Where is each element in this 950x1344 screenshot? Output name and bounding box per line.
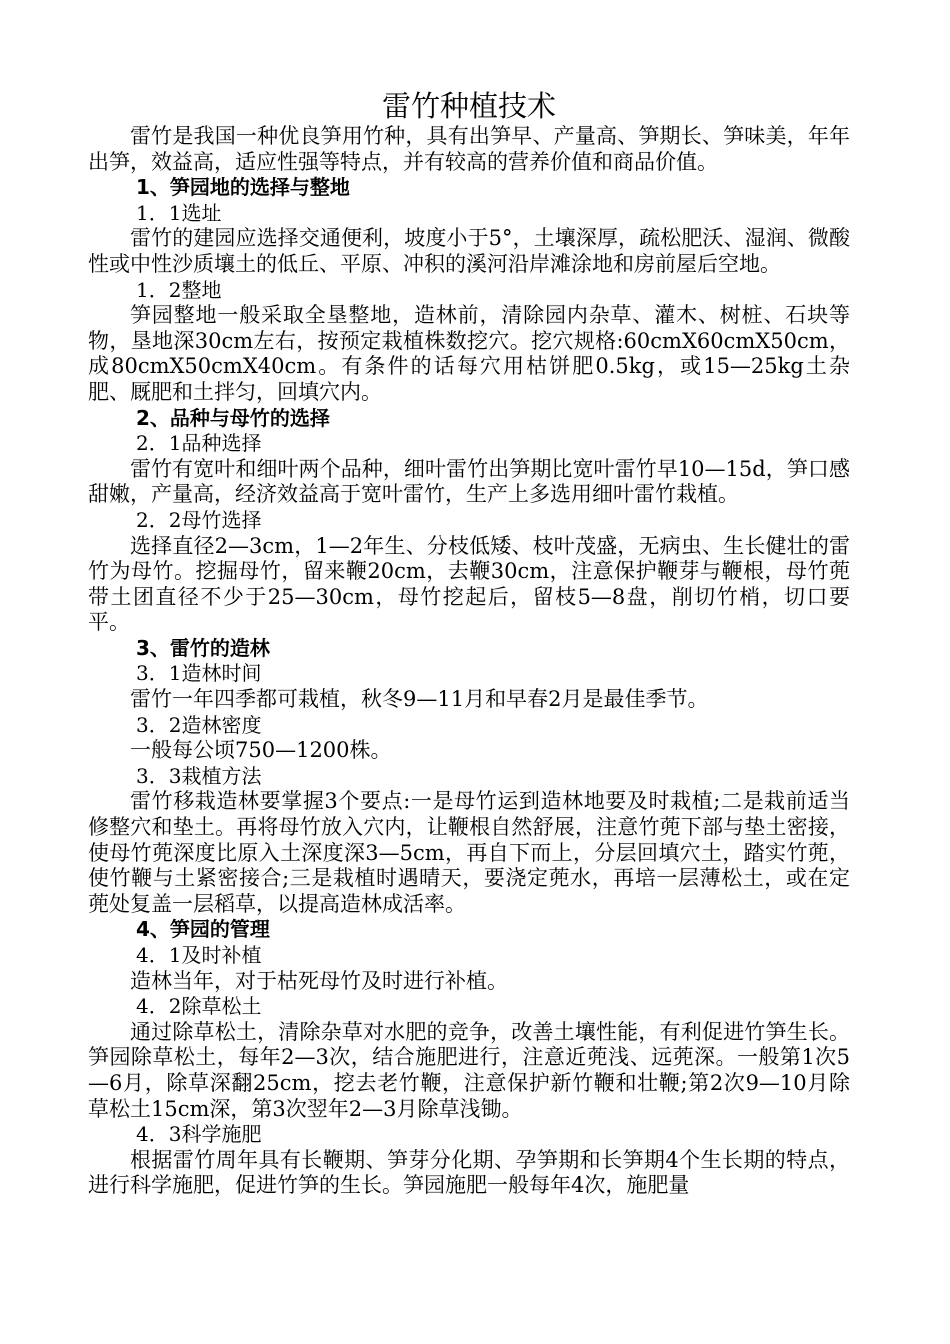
subsection-text: 雷竹一年四季都可栽植，秋冬9—11月和早春2月是最佳季节。 (130, 687, 709, 712)
subsection-text: 雷竹有宽叶和细叶两个品种，细叶雷竹出笋期比宽叶雷竹早10—15d，笋口感甜嫩，产量高，经济效益高于宽叶雷竹，生产上多选用细叶雷竹栽植。 (88, 456, 850, 507)
subsection-heading: 4．3科学施肥 (136, 1122, 262, 1147)
subsection-text: 选择直径2—3cm，1—2年生、分枝低矮、枝叶茂盛，无病虫、生长健壮的雷竹为母竹。挖掘母竹，留来鞭20cm，去鞭30cm，注意保护鞭芽与鞭根，母竹蔸带土团直径不少于25—30cm，母竹挖起后，留枝5—8盘，削切竹梢，切口要平。 (88, 533, 850, 635)
subsection-text: 一般每公顷750—1200株。 (130, 738, 392, 763)
subsection-heading: 4．2除草松土 (136, 994, 262, 1019)
section-4 (88, 917, 850, 1199)
section-2 (88, 406, 850, 636)
subsection-text: 通过除草松土，清除杂草对水肥的竞争，改善土壤性能，有利促进竹笋生长。笋园除草松土，每年2—3次，结合施肥进行，注意近蔸浅、远蔸深。一般第1次5—6月，除草深翻25cm，挖去老竹鞭，注意保护新竹鞭和壮鞭;第2次9—10月除草松土15cm深，第3次翌年2—3月除草浅锄。 (88, 1019, 850, 1121)
subsection-text: 笋园整地一般采取全垦整地，造林前，清除园内杂草、灌木、树桩、石块等物，垦地深30cm左右，按预定栽植株数挖穴。挖穴规格:60cmX60cmX50cm，成80cmX50cmX40cm。有条件的话每穴用枯饼肥0.5kg，或15—25kg土杂肥、厩肥和土拌匀，回填穴内。 (88, 303, 850, 404)
section-heading: 4、笋园的管理 (136, 917, 270, 942)
subsection-heading: 2．1品种选择 (136, 431, 262, 456)
section-heading: 2、品种与母竹的选择 (136, 405, 330, 430)
section-heading: 1、笋园地的选择与整地 (136, 175, 350, 200)
subsection-heading: 3．3栽植方法 (136, 763, 262, 788)
subsection-text: 根据雷竹周年具有长鞭期、笋芽分化期、孕笋期和长笋期4个生长期的特点，进行科学施肥，促进竹笋的生长。笋园施肥一般每年4次，施肥量 (88, 1147, 850, 1198)
document-page (88, 88, 850, 1199)
subsection-heading: 3．2造林密度 (136, 712, 262, 737)
document-title: 雷竹种植技术 (381, 89, 556, 123)
section-heading: 3、雷竹的造林 (136, 635, 270, 660)
section-3 (88, 636, 850, 918)
subsection-text: 雷竹的建园应选择交通便利，坡度小于5°，土壤深厚，疏松肥沃、湿润、微酸性或中性沙质壤土的低丘、平原、冲积的溪河沿岸滩涂地和房前屋后空地。 (88, 226, 850, 276)
subsection-text: 雷竹移栽造林要掌握3个要点:一是母竹运到造林地要及时栽植;二是栽前适当修整穴和垫土。再将母竹放入穴内，让鞭根自然舒展，注意竹蔸下部与垫土密接，使母竹蔸深度比原入土深度深3—5cm，再自下而上，分层回填穴土，踏实竹蔸，使竹鞭与土紧密接合;三是栽植时遇晴天，要浇定蔸水，再培一层薄松土，或在定蔸处复盖一层稻草，以提高造林成活率。 (88, 789, 850, 916)
subsection-text: 造林当年，对于枯死母竹及时进行补植。 (130, 968, 508, 993)
subsection-heading: 1．1选址 (136, 200, 222, 225)
intro-paragraph: 雷竹是我国一种优良笋用竹种，具有出笋早、产量高、笋期长、笋味美，年年出笋，效益高，适应性强等特点，并有较高的营养价值和商品价值。 (88, 124, 850, 174)
subsection-heading: 1．2整地 (136, 277, 222, 302)
section-1 (88, 175, 850, 405)
subsection-heading: 4．1及时补植 (136, 943, 262, 967)
subsection-heading: 2．2母竹选择 (136, 507, 262, 532)
subsection-heading: 3．1造林时间 (136, 661, 262, 686)
